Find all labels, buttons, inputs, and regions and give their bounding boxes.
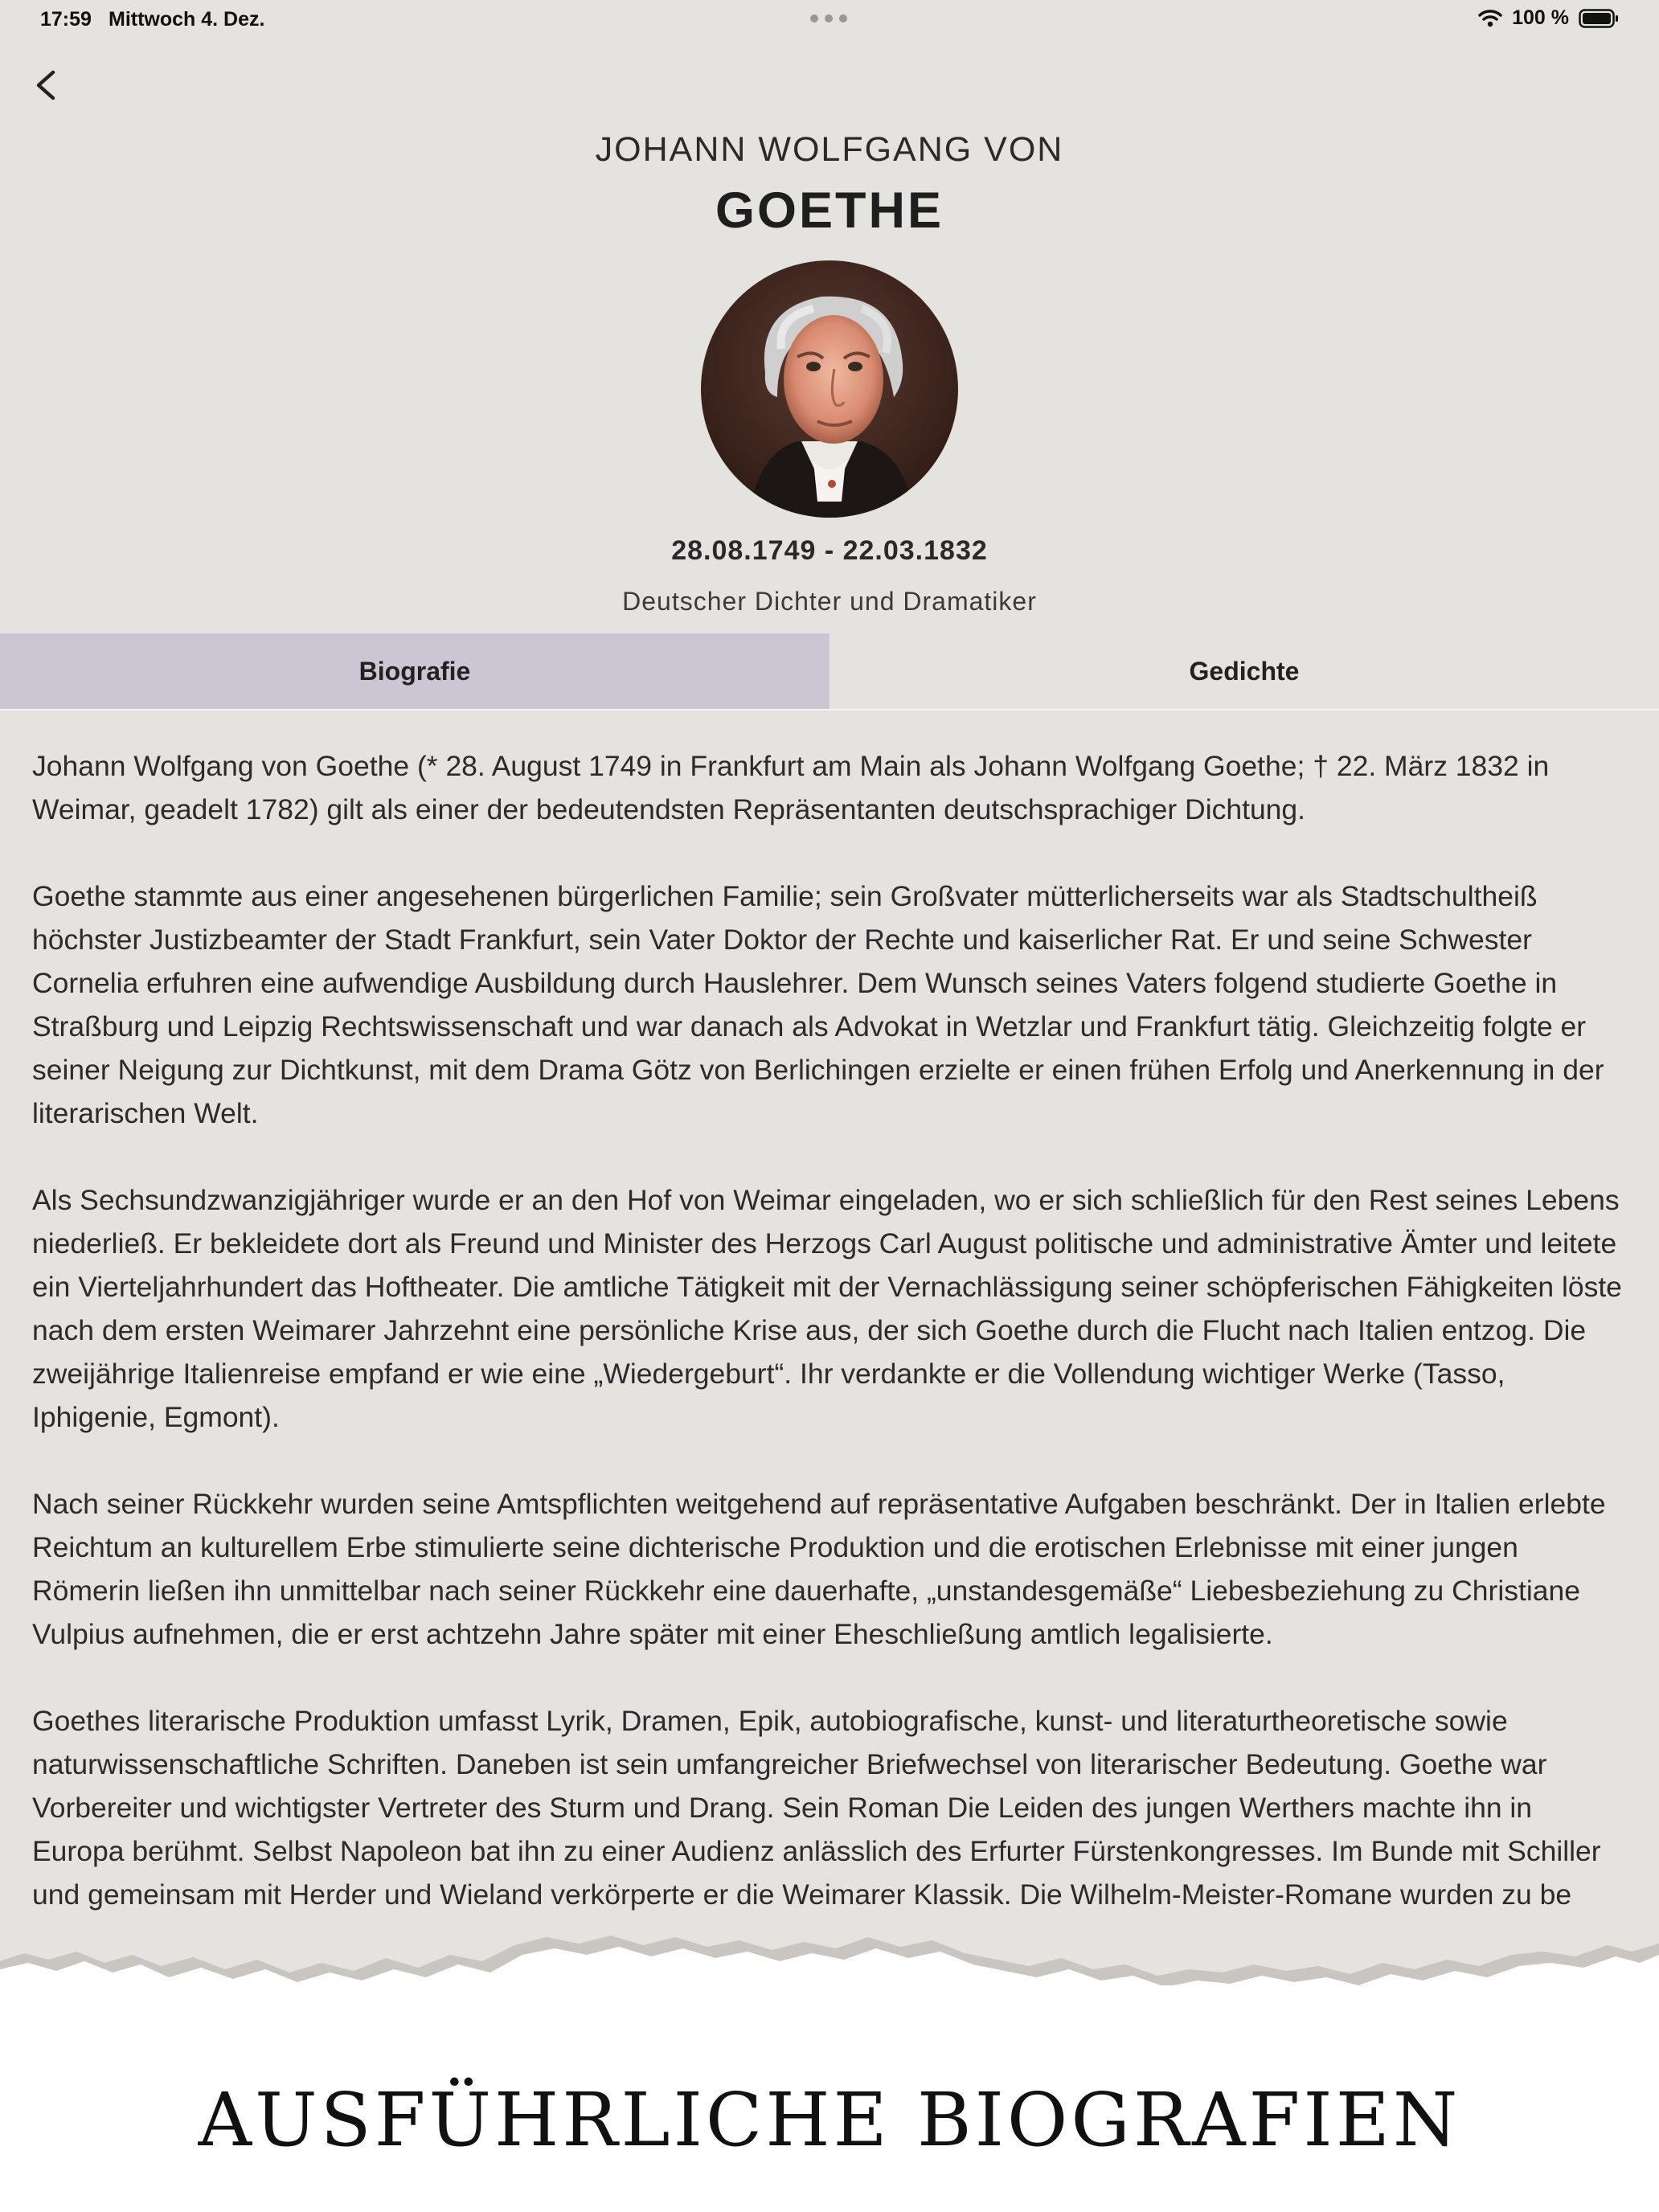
battery-icon (1579, 9, 1619, 28)
biography-paragraph: Goethes literarische Produktion umfasst Lyrik, Dramen, Epik, autobiografische, kunst- und literaturtheoretische sowie naturwissenschaftliche Schriften. Daneben ist sein umfangreicher Briefwechsel von literarischer Bedeutung. Goethe war Vorbereiter und wichtigster Vertreter des Sturm und Drang. Sein Roman Die Leiden des jungen Werthers machte ihn in Europa berühmt. Selbst Napoleon bat ihn zu einer Audienz anlässlich des Erfurter Fürstenkongresses. Im Bunde mit Schiller und gemeinsam mit Herder und Wieland verkörperte er die Weimarer Klassik. Die Wilhelm-Meister-Romane wurden zu be (32, 1705, 1601, 1911)
biography-paragraph: Johann Wolfgang von Goethe (* 28. August 1749 in Frankfurt am Main als Johann Wolfgang Goethe; † 22. März 1832 in Weimar, geadelt 1782) gilt als einer der bedeutendsten Repräsentanten deutschsprachiger Dichtung. (32, 750, 1550, 825)
wifi-icon (1478, 9, 1502, 28)
biography-text (32, 744, 1632, 1960)
author-first-names: JOHANN WOLFGANG VON (595, 130, 1064, 169)
biography-paragraph: Goethe stammte aus einer angesehenen bürgerlichen Familie; sein Großvater mütterlicherseits war als Stadtschultheiß höchster Justizbeamter der Stadt Frankfurt, sein Vater Doktor der Rechte und kaiserlicher Rat. Er und seine Schwester Cornelia erfuhren eine aufwendige Ausbildung durch Hauslehrer. Dem Wunsch seines Vaters folgend studierte Goethe in Straßburg und Leipzig Rechtswissenschaft und war danach als Advokat in Wetzlar und Frankfurt tätig. Gleichzeitig folgte er seiner Neigung zur Dichtkunst, mit dem Drama Götz von Berlichingen erzielte er einen frühen Erfolg und Anerkennung in der literarischen Welt. (32, 880, 1604, 1129)
status-bar (0, 0, 1659, 40)
profession: Deutscher Dichter und Dramatiker (622, 587, 1037, 616)
biography-paragraph: Als Sechsundzwanzigjähriger wurde er an den Hof von Weimar eingeladen, wo er sich schließlich für den Rest seines Lebens niederließ. Er bekleidete dort als Freund und Minister des Herzogs Carl August politische und administrative Ämter und leitete ein Vierteljahrhundert das Hoftheater. Die amtliche Tätigkeit mit der Vernachlässigung seiner schöpferischen Fähigkeiten löste nach dem ersten Weimarer Jahrzehnt eine persönliche Krise aus, der sich Goethe durch die Flucht nach Italien entzog. Die zweijährige Italienreise empfand er wie eine „Wiedergeburt“. Ihr verdankte er die Vollendung wichtiger Werke (Tasso, Iphigenie, Egmont). (32, 1184, 1622, 1433)
author-last-name: GOETHE (715, 182, 944, 239)
chevron-left-icon (27, 63, 66, 108)
back-button[interactable] (27, 63, 66, 108)
tab-bar (0, 633, 1659, 711)
status-time: 17:59 (40, 8, 92, 31)
multitasking-dots-icon[interactable] (810, 14, 847, 23)
author-portrait (701, 260, 958, 518)
status-indicators (1478, 6, 1619, 30)
battery-percentage: 100 % (1512, 6, 1569, 29)
tab-gedichte[interactable]: Gedichte (1189, 656, 1300, 686)
status-date: Mittwoch 4. Dez. (109, 8, 265, 31)
biography-paragraph: Nach seiner Rückkehr wurden seine Amtspflichten weitgehend auf repräsentative Aufgaben beschränkt. Der in Italien erlebte Reichtum an kulturellem Erbe stimulierte seine dichterische Produktion und die erotischen Erlebnisse mit einer jungen Römerin ließen ihn unmittelbar nach seiner Rückkehr eine dauerhafte, „unstandesgemäße“ Liebesbeziehung zu Christiane Vulpius aufnehmen, die er erst achtzehn Jahre später mit einer Eheschließung amtlich legalisierte. (32, 1488, 1606, 1650)
life-dates: 28.08.1749 - 22.03.1832 (671, 535, 988, 566)
tab-biografie[interactable]: Biografie (0, 633, 830, 709)
promo-banner-title: AUSFÜHRLICHE BIOGRAFIEN (198, 2077, 1461, 2163)
